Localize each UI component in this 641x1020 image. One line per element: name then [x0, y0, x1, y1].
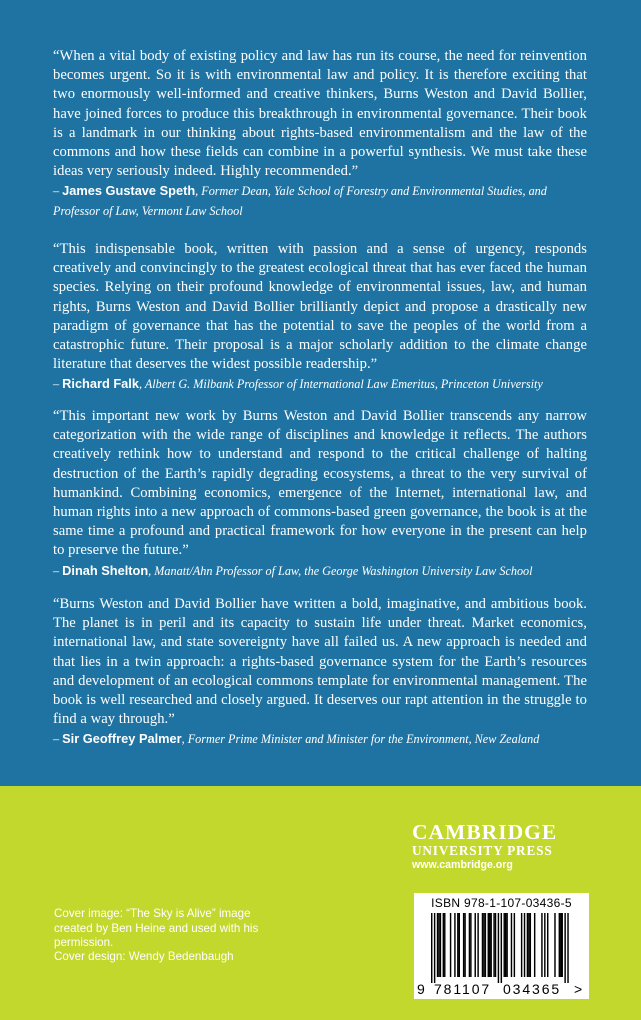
- barcode-bar: [440, 913, 441, 977]
- publisher-url: www.cambridge.org: [412, 859, 513, 871]
- publisher-logo: [412, 821, 587, 872]
- barcode-bar: [443, 913, 444, 977]
- barcode-bar: [504, 913, 505, 977]
- endorser-title: , Former Dean, Yale School of Forestry and Environmental Studies, and Professor of Law, Vermont Law School: [53, 184, 547, 219]
- endorsement-attribution: – Richard Falk, Albert G. Milbank Professor of International Law Emeritus, Princeton University: [53, 376, 543, 392]
- isbn-barcode: [414, 893, 589, 999]
- endorser-name: Sir Geoffrey Palmer: [62, 731, 182, 747]
- endorsement-quote: “This indispensable book, written with passion and a sense of urgency, responds creatively and convincingly to the greatest ecological threat that has ever faced the human species. Relying on their profound knowledge of environmental issues, law, and human rights, Burns Weston and David Bollier brilliantly depict and propose a drastically new paradigm of governance that has the potential to save the peoples of the world from a catastrophic future. Their proposal is a major scholarly addition to the climate change literature that deserves the widest possible readership.”: [53, 241, 587, 373]
- isbn-label: ISBN 978-1-107-03436-5: [431, 896, 572, 910]
- barcode-bar: [560, 913, 561, 977]
- barcode-bar: [463, 913, 464, 977]
- barcode-bar: [501, 913, 502, 983]
- endorsement-attribution: – Dinah Shelton, Manatt/Ahn Professor of Law, the George Washington University Law School: [53, 562, 533, 578]
- barcode-bar: [564, 913, 565, 983]
- barcode-bar: [459, 913, 460, 977]
- barcode-bar: [547, 913, 548, 977]
- endorser-name: James Gustave Speth: [62, 183, 196, 199]
- endorsement-quote: “Burns Weston and David Bollier have written a bold, imaginative, and ambitious book. The planet is in peril and its capacity to sustain life under threat. Market economics, international law, and state sovereignty have all failed us. A new approach is needed and that lies in a twin approach: a rights-based governance system for the Earth’s resources and development of an ecological commons template for environmental management. The book is well researched and closely argued. It deserves our rapt attention in the struggle to find a way through.”: [53, 596, 587, 728]
- cover-image-credit: Cover image: “The Sky is Alive” image created by Ben Heine and used with his permission.: [54, 907, 259, 949]
- barcode-bar: [554, 913, 555, 977]
- barcode-bar: [483, 913, 484, 977]
- barcode-bar: [431, 913, 432, 983]
- barcode-bar: [489, 913, 490, 977]
- barcode-bar: [541, 913, 542, 977]
- barcode-bar: [505, 913, 506, 977]
- endorsement-falk: [53, 240, 587, 395]
- endorsement-shelton: [53, 407, 587, 581]
- back-cover-footer-panel: [0, 786, 641, 1020]
- barcode-bar: [544, 913, 545, 977]
- barcode-bar: [514, 913, 515, 977]
- barcode-bar: [450, 913, 451, 977]
- endorsement-palmer: [53, 595, 587, 750]
- endorser-title: , Manatt/Ahn Professor of Law, the George Washington University Law School: [148, 563, 533, 578]
- barcode-bar: [490, 913, 491, 977]
- barcode-bar: [438, 913, 439, 977]
- publisher-subtitle: UNIVERSITY PRESS: [412, 843, 553, 858]
- barcode-bar: [524, 913, 525, 977]
- barcode-bar: [477, 913, 478, 977]
- barcode-bar: [530, 913, 531, 977]
- endorsement-attribution: – Sir Geoffrey Palmer, Former Prime Minister and Minister for the Environment, New Zealand: [53, 731, 540, 747]
- barcode-bar: [475, 913, 476, 977]
- barcode-bars: [416, 913, 587, 983]
- barcode-bar: [444, 913, 445, 977]
- barcode-bar: [559, 913, 560, 977]
- barcode-bar: [493, 913, 494, 977]
- endorsement-quote: “When a vital body of existing policy and law has run its course, the need for reinvention becomes urgent. So it is with environmental law and policy. It is therefore exciting that two enormously well-informed and creative thinkers, Burns Weston and David Bollier, have joined forces to produce this breakthrough in environmental governance. Their book is a landmark in our thinking about rights-based environmentalism and the law of the commons and how these fields can combine in a powerful synthesis. We must take these ideas very seriously indeed. Highly recommended.”: [53, 48, 587, 180]
- barcode-bar: [495, 913, 496, 977]
- barcode-bar: [454, 913, 455, 977]
- endorser-title: , Former Prime Minister and Minister for the Environment, New Zealand: [181, 732, 540, 747]
- barcode-right-group: 034365: [503, 981, 562, 997]
- barcode-bar: [469, 913, 470, 977]
- barcode-bar: [562, 913, 563, 977]
- endorsement-speth: [53, 47, 587, 222]
- barcode-bar: [527, 913, 528, 977]
- barcode-bar: [434, 913, 435, 983]
- endorser-title: , Albert G. Milbank Professor of International Law Emeritus, Princeton University: [138, 377, 543, 392]
- barcode-quiet-mark: >: [574, 981, 583, 997]
- barcode-bar: [464, 913, 465, 977]
- barcode-digits: [414, 981, 589, 997]
- cover-design-credit: Cover design: Wendy Bedenbaugh: [54, 950, 234, 963]
- barcode-bar: [528, 913, 529, 977]
- barcode-bar: [485, 913, 486, 977]
- barcode-bar: [488, 913, 489, 977]
- endorsement-quote: “This important new work by Burns Weston and David Bollier transcends any narrow categorization with the wide range of disciplines and knowledge it reflects. The authors creatively rethink how to understand and respond to the critical challenge of halting destruction of the Earth’s rapidly degrading ecosystems, a threat to the very survival of humankind. Combining economics, emergence of the Internet, international law, and human rights into a new approach of commons-based green governance, the book is at the same time a profound and practical framework for how everyone in the present can help to preserve the future.”: [53, 408, 587, 559]
- barcode-bar: [534, 913, 535, 977]
- barcode-bar: [482, 913, 483, 977]
- barcode-bar: [437, 913, 438, 977]
- barcode-bar: [506, 913, 507, 977]
- barcode-bar: [498, 913, 499, 983]
- endorsement-attribution: – James Gustave Speth, Former Dean, Yale School of Forestry and Environmental Studies, and Professor of Law, Vermont Law School: [53, 183, 547, 219]
- barcode-bar: [470, 913, 471, 977]
- barcode-bar: [457, 913, 458, 977]
- barcode-bar: [567, 913, 568, 983]
- barcode-bar: [511, 913, 512, 977]
- endorser-name: Dinah Shelton: [62, 562, 149, 578]
- barcode-left-group: 781107: [434, 981, 492, 997]
- barcode-bar: [521, 913, 522, 977]
- endorser-name: Richard Falk: [62, 376, 139, 392]
- barcode-lead-digit: 9: [417, 981, 425, 997]
- publisher-name: CAMBRIDGE: [412, 820, 558, 844]
